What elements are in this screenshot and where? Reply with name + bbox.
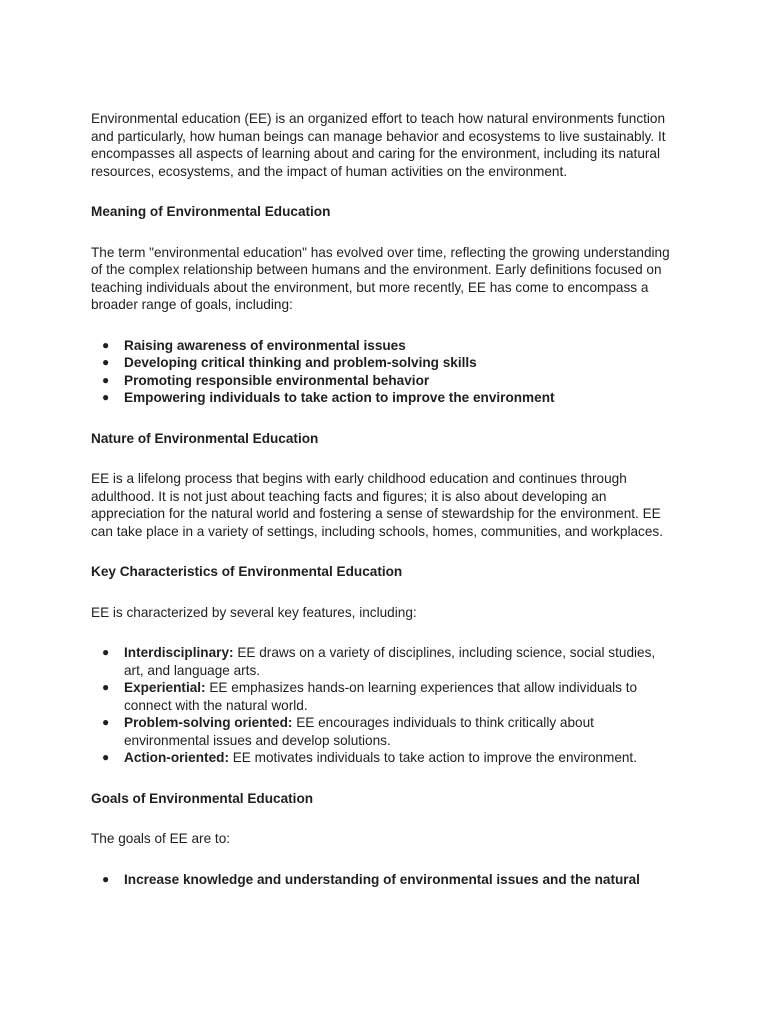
nature-paragraph: EE is a lifelong process that begins with early childhood education and continues through adulthood. It is not just about teaching facts and figures; it is also about developing an appreciation for the natural world and fostering a sense of stewardship for the environment. EE can take place in a variety of settings, including schools, homes, communities, and workplaces.: [91, 471, 663, 539]
list-item: ● Empowering individuals to take action to improve the environment: [102, 390, 555, 405]
list-item: ● Developing critical thinking and problem-solving skills: [102, 355, 477, 370]
goals-paragraph: The goals of EE are to:: [91, 831, 231, 846]
list-item: ● Experiential: EE emphasizes hands-on learning experiences that allow individuals to connect with the natural world.: [102, 680, 638, 713]
characteristics-paragraph: EE is characterized by several key features, including:: [91, 604, 417, 620]
list-item: ● Interdisciplinary: EE draws on a variety of disciplines, including science, social studies, art, and language arts.: [102, 645, 656, 678]
characteristics-heading: Key Characteristics of Environmental Education: [91, 564, 403, 579]
bullet-icon: ●: [102, 645, 110, 659]
intro-paragraph: Environmental education (EE) is an organized effort to teach how natural environments function and particularly, how human beings can manage behavior and ecosystems to live sustainably. It encompasses all aspects of learning about and caring for the environment, including its natural resources, ecosystems, and the impact of human activities on the environment.: [91, 111, 666, 179]
bullet-icon: ●: [102, 750, 110, 764]
document-page: [91, 110, 671, 911]
list-item: ● Action-oriented: EE motivates individuals to take action to improve the environment.: [102, 750, 637, 765]
meaning-paragraph: The term "environmental education" has evolved over time, reflecting the growing understanding of the complex relationship between humans and the environment. Early definitions focused on teaching individuals about the environment, but more recently, EE has come to encompass a broader range of goals, including:: [91, 244, 670, 312]
bullet-icon: ●: [102, 680, 110, 694]
meaning-goals-list: [91, 337, 671, 407]
bullet-icon: ●: [102, 337, 110, 352]
bullet-icon: ●: [102, 871, 110, 886]
nature-heading: Nature of Environmental Education: [91, 430, 319, 446]
list-item: ● Increase knowledge and understanding of environmental issues and the natural: [102, 871, 640, 887]
bullet-icon: ●: [102, 390, 110, 404]
goals-heading: Goals of Environmental Education: [91, 790, 314, 806]
meaning-heading: Meaning of Environmental Education: [91, 204, 331, 219]
bullet-icon: ●: [102, 355, 110, 369]
bullet-icon: ●: [102, 372, 110, 387]
list-item: ● Problem-solving oriented: EE encourages individuals to think critically about environmental issues and develop solutions.: [102, 715, 594, 748]
bullet-icon: ●: [102, 715, 110, 729]
list-item: ● Raising awareness of environmental issues: [102, 337, 406, 353]
goals-list: [91, 871, 671, 889]
list-item: ● Promoting responsible environmental behavior: [102, 372, 430, 388]
characteristics-list: [91, 644, 671, 767]
